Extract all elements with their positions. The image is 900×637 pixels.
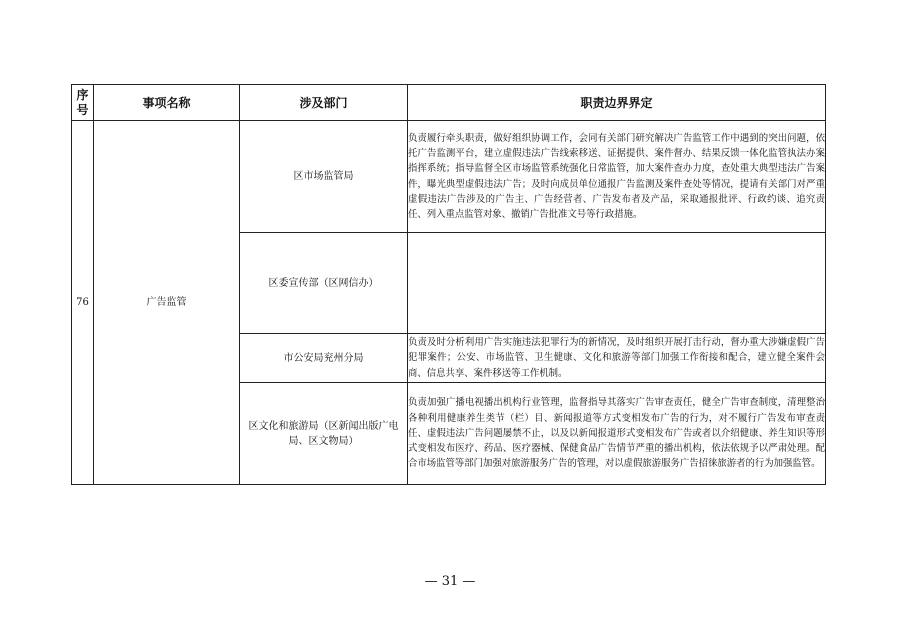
header-seq <box>72 85 94 121</box>
header-seq-line1: 序 <box>76 87 89 102</box>
table-row <box>72 121 826 233</box>
header-duty-boundary: 职责边界界定 <box>408 85 826 121</box>
department-cell: 区市场监管局 <box>240 121 408 233</box>
duty-cell: 负责加强广播电视播出机构行业管理，监督指导其落实广告审查责任，健全广告审查制度，清理整治各种利用健康养生类节（栏）目、新闻报道等方式变相发布广告的行为，对不履行广告发布审查责任、虚假违法广告问题屡禁不止，以及以新闻报道形式变相发布广告或者以介绍健康、养生知识等形式变相发布医疗、药品、医疗器械、保健食品广告情节严重的播出机构，依法依规予以严肃处理。配合市场监管等部门加强对旅游服务广告的管理，对以虚假旅游服务广告招徕旅游者的行为加强监管。 <box>408 383 826 485</box>
seq-cell: 76 <box>72 121 94 485</box>
header-item-name: 事项名称 <box>94 85 240 121</box>
duty-cell <box>408 233 826 334</box>
duty-cell: 负责及时分析利用广告实施违法犯罪行为的新情况，及时组织开展打击行动，督办重大涉嫌虚假广告犯罪案件；公安、市场监管、卫生健康、文化和旅游等部门加强工作衔接和配合，建立健全案件会商、信息共享、案件移送等工作机制。 <box>408 334 826 383</box>
header-row <box>72 85 826 121</box>
item-name-cell: 广告监管 <box>94 121 240 485</box>
page-number: — 31 — <box>424 574 476 589</box>
department-cell: 市公安局兖州分局 <box>240 334 408 383</box>
header-department: 涉及部门 <box>240 85 408 121</box>
department-cell: 区委宣传部（区网信办） <box>240 233 408 334</box>
duty-cell: 负责履行牵头职责，做好组织协调工作，会同有关部门研究解决广告监管工作中遇到的突出问题，依托广告监测平台，建立虚假违法广告线索移送、证据提供、案件督办、结果反馈一体化监管执法办案指挥系统；指导监督全区市场监管系统强化日常监管，加大案件查办力度，查处重大典型违法广告案件，曝光典型虚假违法广告；及时向成员单位通报广告监测及案件查处等情况，提请有关部门对严重虚假违法广告涉及的广告主、广告经营者、广告发布者及产品，采取通报批评、行政约谈、追究责任、列入重点监管对象、撤销广告批准文号等行政措施。 <box>408 121 826 233</box>
header-seq-line2: 号 <box>76 102 89 117</box>
department-cell: 区文化和旅游局（区新闻出版广电局、区文物局） <box>240 383 408 485</box>
responsibility-table <box>71 84 826 485</box>
